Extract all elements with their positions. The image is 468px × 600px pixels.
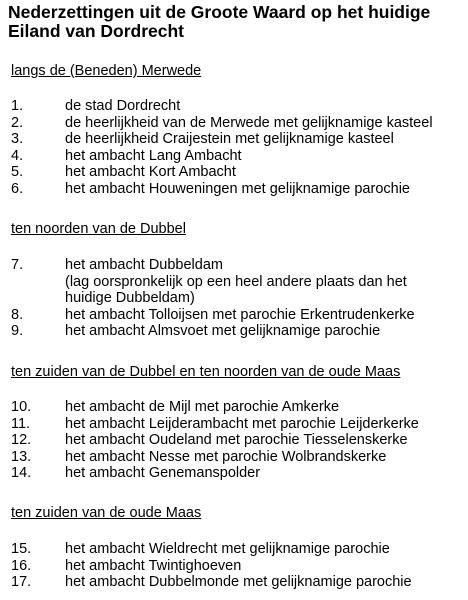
item-text: de heerlijkheid van de Merwede met gelijknamige kasteel — [65, 114, 433, 131]
section-heading-dubbel-south: ten zuiden van de Dubbel en ten noorden van de oude Maas — [11, 364, 401, 380]
item-text: het ambacht Dubbeldam — [65, 257, 223, 273]
item-number: 15. — [11, 541, 32, 557]
item-number: 9. — [11, 323, 24, 339]
title-line-1: Nederzettingen uit de Groote Waard op het huidige — [8, 2, 431, 22]
item-text: het ambacht Kort Ambacht — [65, 164, 236, 180]
item-text: het ambacht Lang Ambacht — [65, 147, 242, 164]
item-number: 1. — [11, 98, 24, 114]
title-line-2: Eiland van Dordrecht — [8, 21, 185, 41]
item-note-line-2: huidige Dubbeldam) — [65, 290, 195, 306]
item-number: 17. — [11, 574, 32, 590]
item-text: het ambacht Dubbelmonde met gelijknamige parochie — [65, 574, 412, 590]
item-number: 12. — [11, 432, 32, 448]
document-title — [8, 3, 430, 41]
item-note-line-1: (lag oorspronkelijk op een heel andere plaats dan het — [65, 273, 407, 290]
item-number: 4. — [11, 147, 24, 164]
item-number: 7. — [11, 257, 24, 273]
item-text: het ambacht Wieldrecht met gelijknamige parochie — [65, 541, 390, 557]
item-number: 8. — [11, 306, 24, 323]
item-number: 3. — [11, 131, 24, 147]
item-text: de stad Dordrecht — [65, 98, 181, 114]
item-text: het ambacht Tolloijsen met parochie Erkentrudenkerke — [65, 306, 415, 323]
item-text: het ambacht Leijderambacht met parochie Leijderkerke — [65, 415, 419, 432]
item-text: het ambacht Oudeland met parochie Tiesselenskerke — [65, 432, 408, 448]
section-heading-merwede: langs de (Beneden) Merwede — [11, 63, 202, 79]
item-number: 14. — [11, 465, 32, 481]
item-number: 10. — [11, 399, 32, 415]
item-number: 13. — [11, 448, 32, 465]
item-text: het ambacht Houweningen met gelijknamige parochie — [65, 180, 410, 197]
item-number: 5. — [11, 164, 24, 180]
item-number: 6. — [11, 180, 24, 197]
item-text: het ambacht Almsvoet met gelijknamige parochie — [65, 323, 381, 339]
item-number: 2. — [11, 114, 24, 131]
item-text: de heerlijkheid Craijestein met gelijknamige kasteel — [65, 131, 394, 147]
item-number: 11. — [11, 415, 31, 432]
section-heading-dubbel-north: ten noorden van de Dubbel — [11, 221, 186, 237]
item-text: het ambacht de Mijl met parochie Amkerke — [65, 399, 340, 415]
item-text: het ambacht Twintighoeven — [65, 557, 242, 574]
item-text: het ambacht Genemanspolder — [65, 465, 261, 481]
section-heading-oude-maas-south: ten zuiden van de oude Maas — [11, 505, 202, 521]
item-text: het ambacht Nesse met parochie Wolbrandskerke — [65, 448, 387, 465]
item-number: 16. — [11, 557, 32, 574]
